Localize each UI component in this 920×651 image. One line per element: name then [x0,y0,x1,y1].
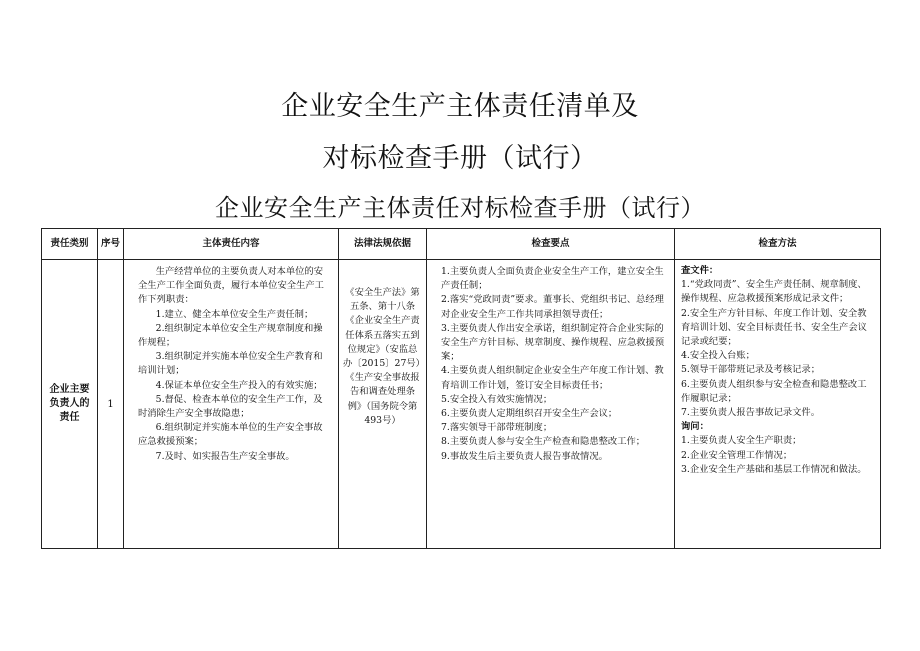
cell-seq: 1 [98,260,124,549]
point-item: 7.落实领导干部带班制度； [441,422,553,434]
method-doc-item: 4.安全投入台账； [681,350,755,362]
point-item: 6.主要负责人定期组织召开安全生产会议； [441,408,618,420]
point-item: 8.主要负责人参与安全生产检查和隐患整改工作； [441,436,646,448]
document-subtitle: 企业安全生产主体责任对标检查手册（试行） [215,194,705,222]
method-inquiry-item: 1.主要负责人安全生产职责； [681,435,802,447]
method-inquiry-item: 2.企业安全管理工作情况； [681,449,793,461]
law-item: 《安全生产法》第五条、第十八条 [345,287,420,313]
table-row [42,260,881,549]
method-doc-item: 2.安全生产方针目标、年度工作计划、安全教育培训计划、安全目标责任书、安全生产会议记录或纪要； [681,307,867,348]
cell-law [339,260,427,549]
point-item: 2.落实“党政同责”要求。董事长、党组织书记、总经理对企业安全生产工作共同承担领导责任； [441,294,664,320]
method-inquiry-label: 询问： [681,421,709,433]
content-item: 2.组织制定本单位安全生产规章制度和操作规程； [138,322,323,349]
cell-content [124,260,339,549]
method-doc-item: 5.领导干部带班记录及考核记录； [681,364,821,376]
cell-points [427,260,675,549]
cell-category: 企业主要负责人的责任 [42,260,98,549]
method-doc-item: 1.“党政同责”、安全生产责任制、规章制度、操作规程、应急救援预案形成记录文件； [681,279,867,305]
document-title-line1: 企业安全生产主体责任清单及 [281,91,639,122]
table-header-row [42,229,881,260]
point-item: 4.主要负责人组织制定企业安全生产年度工作计划、教育培训工作计划，签订安全目标责任书； [441,365,664,391]
method-doc-item: 6.主要负责人组织参与安全检查和隐患整改工作履职记录； [681,378,867,404]
header-method: 检查方法 [675,229,881,260]
header-seq: 序号 [98,229,124,260]
header-law: 法律法规依据 [339,229,427,260]
content-item: 7.及时、如实报告生产安全事故。 [155,450,295,462]
content-item: 5.督促、检查本单位的安全生产工作，及时消除生产安全事故隐患； [138,393,323,420]
header-content: 主体责任内容 [124,229,339,260]
header-points: 检查要点 [427,229,675,260]
point-item: 3.主要负责人作出安全承诺，组织制定符合企业实际的安全生产方针目标、规章制度、操作规程、应急救援预案； [441,322,665,363]
law-item: 《生产安全事故报告和调查处理条例》（国务院令第493号） [345,372,420,426]
header-category: 责任类别 [42,229,98,260]
cell-method [675,260,881,549]
method-inquiry-item: 3.企业安全生产基础和基层工作情况和做法。 [681,463,867,475]
content-item: 3.组织制定并实施本单位安全生产教育和培训计划； [138,351,323,377]
document-title-line2: 对标检查手册（试行） [322,143,598,174]
content-item: 4.保证本单位安全生产投入的有效实施； [155,379,323,391]
method-docs-label: 查文件： [681,265,719,276]
content-item: 6.组织制定并实施本单位的生产安全事故应急救援预案； [138,422,323,448]
content-item: 1.建立、健全本单位安全生产责任制； [155,308,314,320]
method-doc-item: 7.主要负责人报告事故记录文件。 [681,407,821,419]
point-item: 5.安全投入有效实施情况； [441,393,553,405]
content-item: 生产经营单位的主要负责人对本单位的安全生产工作全面负责，履行本单位安全生产工作下列职责： [138,266,324,306]
law-item: 《企业安全生产责任体系五落实五到位规定》（安监总办〔2015〕27号） [343,315,425,370]
point-item: 1.主要负责人全面负责企业安全生产工作，建立安全生产责任制； [441,266,664,292]
point-item: 9.事故发生后主要负责人报告事故情况。 [441,450,608,462]
responsibility-table [41,228,881,549]
